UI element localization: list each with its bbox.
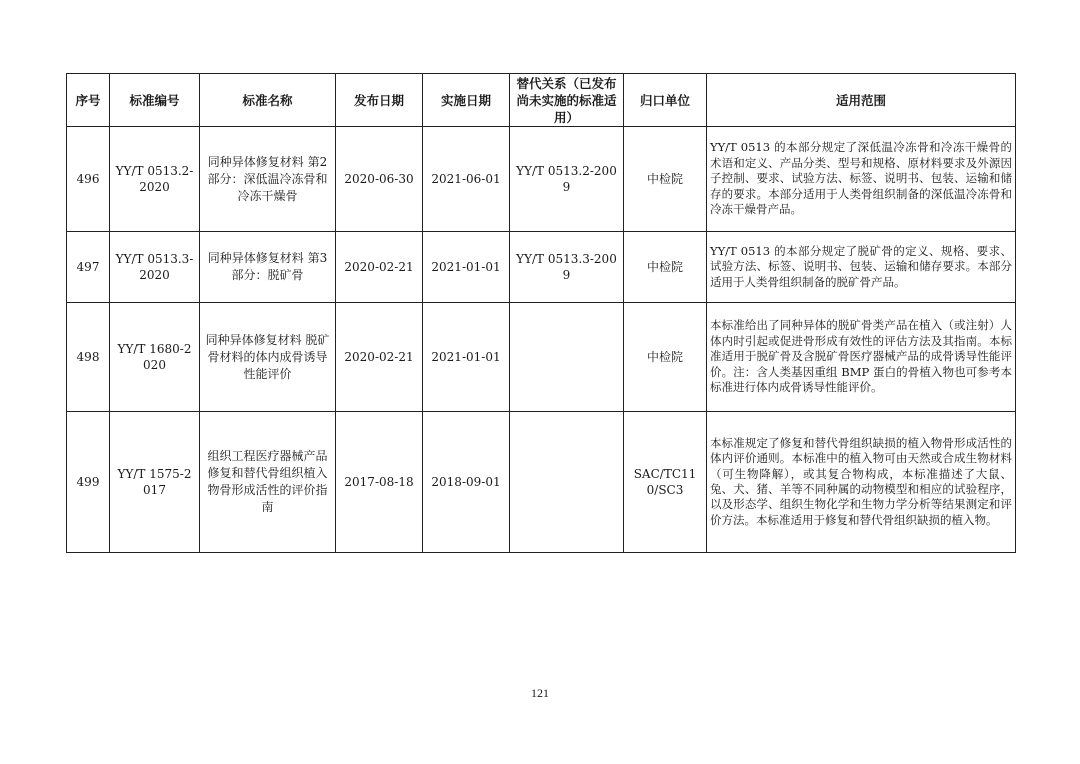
cell-replace bbox=[510, 303, 624, 412]
cell-name: 同种异体修复材料 第2部分：深低温冷冻骨和冷冻干燥骨 bbox=[200, 127, 336, 232]
cell-scope: 本标准规定了修复和替代骨组织缺损的植入物骨形成活性的体内评价通则。本标准中的植入物可由天然或合成生物材料（可生物降解），或其复合物构成，本标准描述了大鼠、兔、犬、猪、羊等不同种属的动物模型和相应的试验程序，以及形态学、组织生物化学和生物力学分析等结果测定和评价方法。本标准适用于修复和替代骨组织缺损的植入物。 bbox=[707, 412, 1016, 553]
cell-implement-date: 2021-06-01 bbox=[423, 127, 510, 232]
header-code: 标准编号 bbox=[110, 74, 200, 127]
cell-seq: 499 bbox=[67, 412, 110, 553]
cell-seq: 496 bbox=[67, 127, 110, 232]
cell-code: YY/T 0513.2-2020 bbox=[110, 127, 200, 232]
cell-publish-date: 2017-08-18 bbox=[336, 412, 423, 553]
cell-publish-date: 2020-02-21 bbox=[336, 232, 423, 303]
cell-name: 同种异体修复材料 第3部分：脱矿骨 bbox=[200, 232, 336, 303]
cell-name: 同种异体修复材料 脱矿骨材料的体内成骨诱导性能评价 bbox=[200, 303, 336, 412]
cell-publish-date: 2020-02-21 bbox=[336, 303, 423, 412]
cell-unit: 中检院 bbox=[624, 232, 707, 303]
cell-scope: YY/T 0513 的本部分规定了脱矿骨的定义、规格、要求、试验方法、标签、说明书、包装、运输和储存要求。本部分适用于人类骨组织制备的脱矿骨产品。 bbox=[707, 232, 1016, 303]
cell-unit: 中检院 bbox=[624, 127, 707, 232]
header-implement-date: 实施日期 bbox=[423, 74, 510, 127]
cell-publish-date: 2020-06-30 bbox=[336, 127, 423, 232]
cell-code: YY/T 1575-2017 bbox=[110, 412, 200, 553]
cell-scope: YY/T 0513 的本部分规定了深低温冷冻骨和冷冻干燥骨的术语和定义、产品分类、型号和规格、原材料要求及外源因子控制、要求、试验方法、标签、说明书、包装、运输和储存的要求。本部分适用于人类骨组织制备的深低温冷冻骨和冷冻干燥骨产品。 bbox=[707, 127, 1016, 232]
cell-code: YY/T 0513.3-2020 bbox=[110, 232, 200, 303]
standards-table bbox=[66, 73, 1016, 553]
page-number: 121 bbox=[531, 686, 549, 700]
cell-unit: SAC/TC110/SC3 bbox=[624, 412, 707, 553]
header-scope: 适用范围 bbox=[707, 74, 1016, 127]
cell-code: YY/T 1680-2020 bbox=[110, 303, 200, 412]
header-replace: 替代关系（已发布尚未实施的标准适用） bbox=[510, 74, 624, 127]
cell-implement-date: 2021-01-01 bbox=[423, 303, 510, 412]
table-row bbox=[67, 303, 1016, 412]
cell-implement-date: 2018-09-01 bbox=[423, 412, 510, 553]
cell-replace: YY/T 0513.3-2009 bbox=[510, 232, 624, 303]
cell-implement-date: 2021-01-01 bbox=[423, 232, 510, 303]
table-row bbox=[67, 127, 1016, 232]
cell-replace: YY/T 0513.2-2009 bbox=[510, 127, 624, 232]
cell-unit: 中检院 bbox=[624, 303, 707, 412]
cell-seq: 497 bbox=[67, 232, 110, 303]
cell-seq: 498 bbox=[67, 303, 110, 412]
table-row bbox=[67, 232, 1016, 303]
cell-scope: 本标准给出了同种异体的脱矿骨类产品在植入（或注射）人体内时引起或促进骨形成有效性的评估方法及其指南。本标准适用于脱矿骨及含脱矿骨医疗器械产品的成骨诱导性能评价。注：含人类基因重组 BMP 蛋白的骨植入物也可参考本标准进行体内成骨诱导性能评价。 bbox=[707, 303, 1016, 412]
table-header-row bbox=[67, 74, 1016, 127]
cell-replace bbox=[510, 412, 624, 553]
header-unit: 归口单位 bbox=[624, 74, 707, 127]
header-name: 标准名称 bbox=[200, 74, 336, 127]
cell-name: 组织工程医疗器械产品 修复和替代骨组织植入物骨形成活性的评价指南 bbox=[200, 412, 336, 553]
header-seq: 序号 bbox=[67, 74, 110, 127]
table-row bbox=[67, 412, 1016, 553]
header-publish-date: 发布日期 bbox=[336, 74, 423, 127]
